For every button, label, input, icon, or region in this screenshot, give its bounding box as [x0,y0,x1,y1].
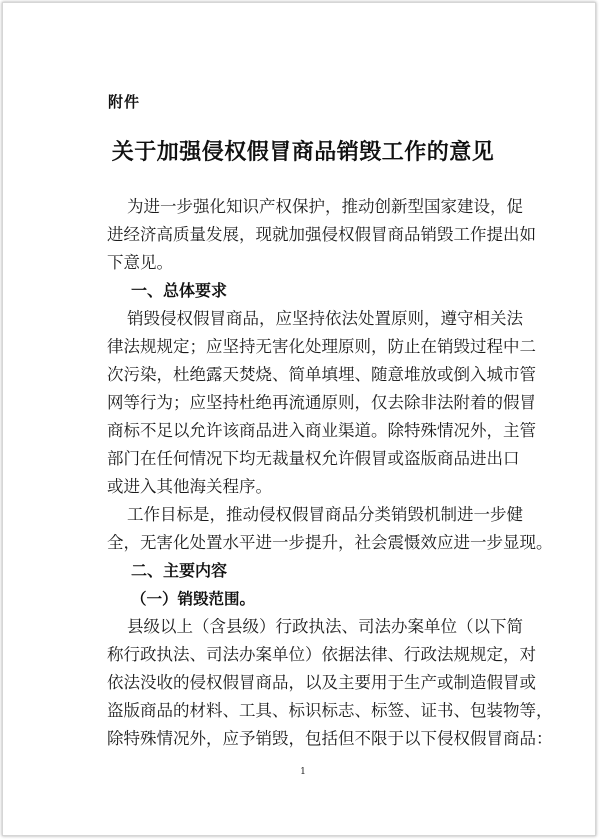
page-number: 1 [300,767,306,777]
section-heading-general-requirements: 一、总体要求 [131,281,228,300]
intro-line: 为进一步强化知识产权保护，推动创新型国家建设，促 [127,197,523,216]
paragraph-line: 工作目标是，推动侵权假冒商品分类销毁机制进一步健 [127,505,523,524]
paragraph-line: 部门在任何情况下均无裁量权允许假冒或盗版商品进出口 [107,449,520,468]
attachment-label: 附件 [108,93,141,111]
paragraph-line: 全，无害化处置水平进一步提升，社会震慑效应进一步显现。 [107,533,553,552]
intro-line: 下意见。 [107,253,173,272]
paragraph-line: 县级以上（含县级）行政执法、司法办案单位（以下简 [127,617,523,636]
paragraph-line: 除特殊情况外，应予销毁，包括但不限于以下侵权假冒商品： [107,729,553,748]
document-page [2,2,596,836]
subsection-heading-destruction-scope: （一）销毁范围。 [131,590,256,608]
paragraph-line: 依法没收的侵权假冒商品，以及主要用于生产或制造假冒或 [107,673,536,692]
paragraph-line: 律法规规定；应坚持无害化处理原则，防止在销毁过程中二 [107,337,536,356]
paragraph-line: 或进入其他海关程序。 [107,477,272,496]
intro-line: 进经济高质量发展，现就加强侵权假冒商品销毁工作提出如 [107,225,536,244]
paragraph-line: 盗版商品的材料、工具、标识标志、标签、证书、包装物等， [107,701,553,720]
paragraph-line: 销毁侵权假冒商品，应坚持依法处置原则，遵守相关法 [127,309,523,328]
paragraph-line: 称行政执法、司法办案单位）依据法律、行政法规规定，对 [107,645,536,664]
paragraph-line: 网等行为；应坚持杜绝再流通原则，仅去除非法附着的假冒 [107,393,536,412]
section-heading-main-content: 二、主要内容 [131,561,228,580]
paragraph-line: 次污染，杜绝露天焚烧、简单填埋、随意堆放或倒入城市管 [107,365,536,384]
paragraph-line: 商标不足以允许该商品进入商业渠道。除特殊情况外，主管 [107,421,536,440]
document-title: 关于加强侵权假冒商品销毁工作的意见 [111,139,495,165]
